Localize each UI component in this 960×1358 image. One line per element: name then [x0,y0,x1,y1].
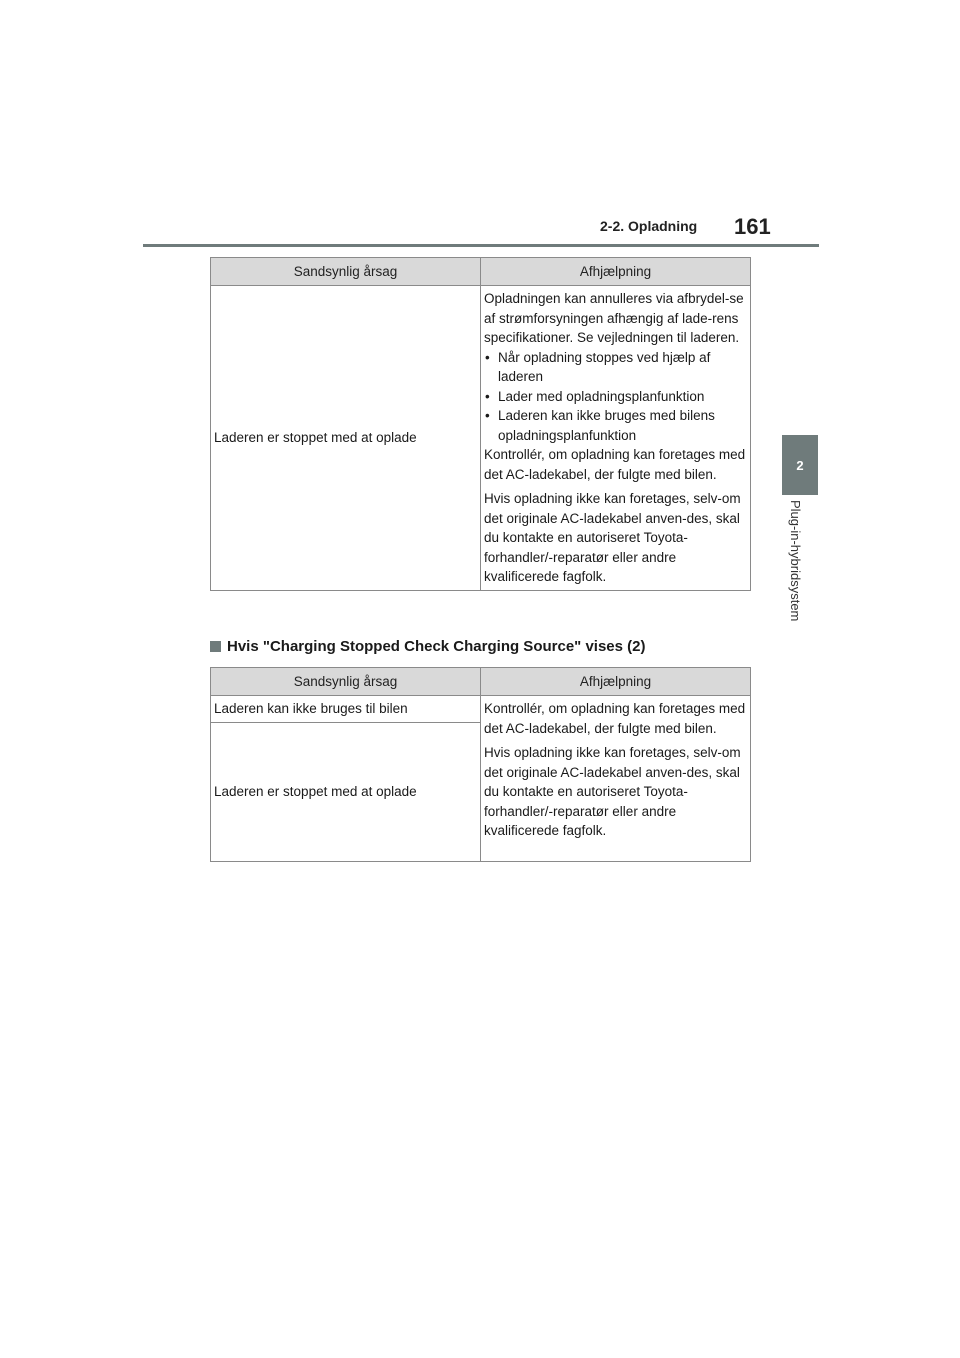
table-header-row [211,668,751,696]
section-heading [210,638,645,655]
chapter-side-title [785,500,805,650]
remedy-check: Kontrollér, om opladning kan foretages med det AC-ladekabel, der fulgte med bilen. [484,447,746,482]
cause-remedy-table-1 [210,257,751,591]
section-title: 2-2. Opladning [600,218,698,234]
list-item: • Laderen kan ikke bruges med bilens opladningsplanfunktion [484,406,747,445]
remedy-cell [481,286,751,591]
section-heading-text: Hvis "Charging Stopped Check Charging Source" vises (2) [227,638,646,655]
page-number: 161 [734,214,771,239]
remedy-check: Kontrollér, om opladning kan foretages med det AC-ladekabel, der fulgte med bilen. [484,701,746,736]
cause-cell: Laderen er stoppet med at oplade [211,723,481,862]
remedy-cell [481,696,751,862]
remedy-contact: Hvis opladning ikke kan foretages, selv-om det originale AC-ladekabel anven-des, skal du kontakte en autoriseret Toyota-forhandler/-reparatør eller andre kvalificerede fagfolk. [484,491,741,584]
chapter-title-text: Plug-in-hybridsystem [788,500,803,622]
column-header-remedy: Afhjælpning [481,258,751,286]
chapter-number: 2 [796,457,804,473]
column-header-cause: Sandsynlig årsag [211,258,481,286]
cause-cell: Laderen er stoppet med at oplade [211,286,481,591]
header-divider [143,244,819,247]
table-row [211,696,751,723]
column-header-cause: Sandsynlig årsag [211,668,481,696]
square-bullet-icon [210,641,221,652]
column-header-remedy: Afhjælpning [481,668,751,696]
list-item: • Når opladning stoppes ved hjælp af laderen [484,348,747,387]
remedy-contact: Hvis opladning ikke kan foretages, selv-om det originale AC-ladekabel anven-des, skal du kontakte en autoriseret Toyota-forhandler/-reparatør eller andre kvalificerede fagfolk. [484,745,741,838]
remedy-bullet-list [484,348,747,446]
remedy-intro: Opladningen kan annulleres via afbrydel-se af strømforsyningen afhængig af lade-rens specifikationer. Se vejledningen til laderen. [484,291,744,345]
list-item: • Lader med opladningsplanfunktion [484,387,747,407]
table-row [211,286,751,591]
chapter-tab [782,435,818,495]
cause-cell: Laderen kan ikke bruges til bilen [211,696,481,723]
cause-remedy-table-2 [210,667,751,862]
table-header-row [211,258,751,286]
